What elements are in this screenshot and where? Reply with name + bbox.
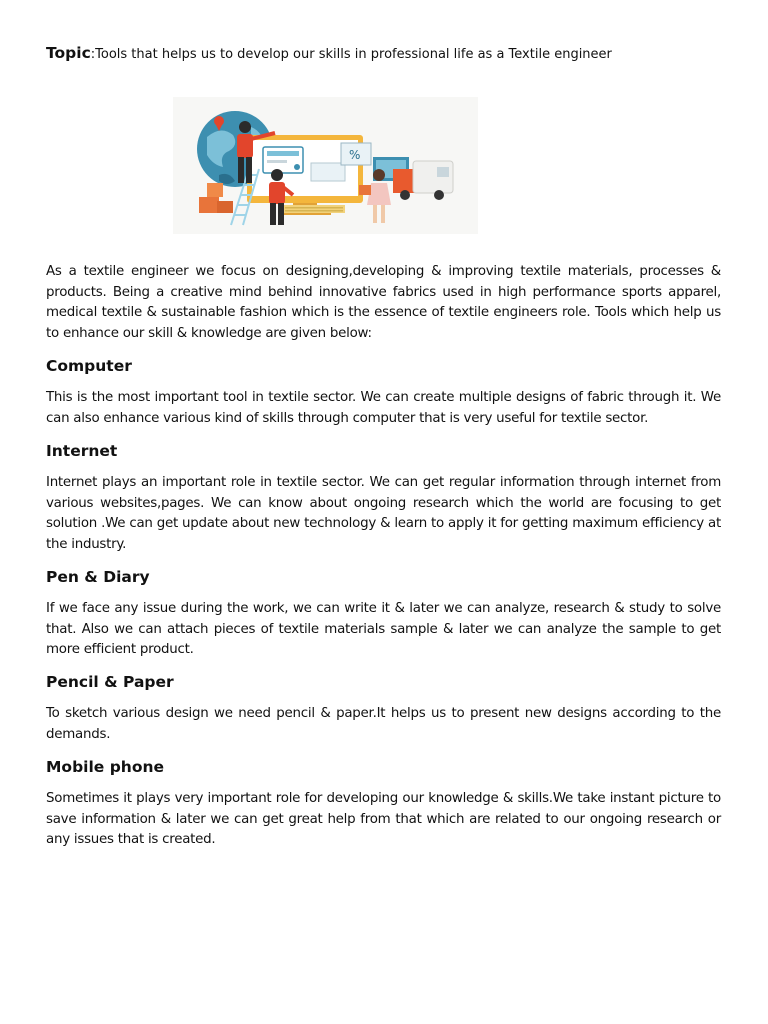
topic-label: Topic [46,44,91,62]
section-body-computer: This is the most important tool in textile sector. We can create multiple designs of fabric through it. We can also enhance various kind of skills through computer that is very useful for textile sector. [46,390,721,426]
topic-text: :Tools that helps us to develop our skills in professional life as a Textile engineer [90,47,612,62]
section-heading-pencil-paper: Pencil & Paper [46,673,174,691]
section-body-mobile-phone: Sometimes it plays very important role for developing our knowledge & skills.We take instant picture to save information & later we can get great help from that which are related to our ongoing research or any issues that is created. [46,791,721,848]
business-illustration [173,97,478,234]
percent-icon [341,143,371,165]
section-heading-mobile-phone: Mobile phone [46,758,165,776]
section-heading-internet: Internet [46,442,118,460]
intro-paragraph: As a textile engineer we focus on designing,developing & improving textile materials, processes & products. Being a creative mind behind innovative fabrics used in high performance sports apparel, medical textile & sustainable fashion which is the essence of textile engineers role. Tools which help us to enhance our skill & knowledge are given below: [46,264,721,342]
svg-text:%: % [349,148,361,162]
section-body-internet: Internet plays an important role in textile sector. We can get regular information through internet from various websites,pages. We can know about ongoing research which the world are focusing to get solution .We can get update about new technology & learn to apply it for getting maximum efficiency at the industry. [46,475,721,553]
section-heading-computer: Computer [46,357,132,375]
section-body-pencil-paper: To sketch various design we need pencil & paper.It helps us to present new designs according to the demands. [46,706,721,742]
section-body-pen-diary: If we face any issue during the work, we can write it & later we can analyze, research & study to solve that. Also we can attach pieces of textile materials sample & later we can analyze the sample to get more efficient product. [46,601,721,658]
keyboard-icon [283,205,345,213]
section-heading-pen-diary: Pen & Diary [46,568,150,586]
topic-line [46,44,736,64]
